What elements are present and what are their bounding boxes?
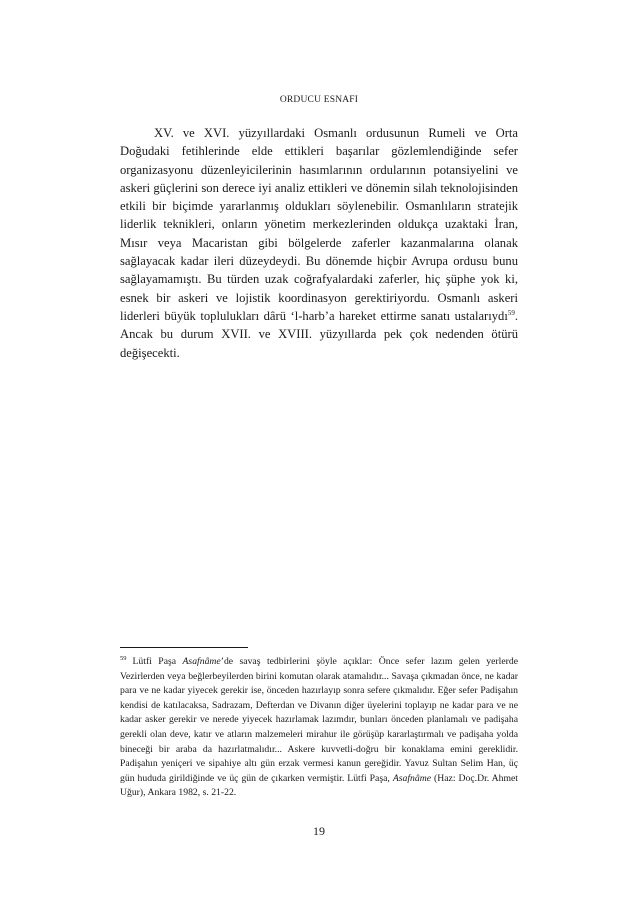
page-number: 19: [313, 824, 325, 838]
footnote: [120, 655, 518, 801]
footnote-separator: [120, 647, 248, 648]
footnote-text-1: Lütfi Paşa: [132, 656, 183, 667]
body-paragraph: [120, 124, 518, 362]
footnote-number: 59: [120, 654, 127, 662]
running-header: ORDUCU ESNAFI: [279, 95, 359, 105]
footnote-reference[interactable]: 59: [507, 308, 515, 317]
paragraph-text: XV. ve XVI. yüzyıllardaki Osmanlı ordusunun Rumeli ve Orta Doğudaki fetihlerinde elde ettikleri başarılar gözlemlendiğinde sefer organizasyonu düzenleyicilerinin hasımlarının ordularının potansiyelini ve askeri güçlerini son derece iyi analiz ettikleri ve dönemin silah teknolojisinden etkili bir biçimde yararlanmış oldukları söylenebilir. Osmanlıların stratejik liderlik teknikleri, onların yönetim merkezlerinden oldukça uzaktaki İran, Mısır veya Macaristan gibi bölgelerde zaferler kazanmalarına olanak sağlayacak kadar ileri düzeydeydi. Bu dönemde hiçbir Avrupa ordusu bunu sağlayamamıştı. Bu türden uzak coğrafyalardaki zaferler, hiç şüphe yok ki, esnek bir askeri ve lojistik koordinasyon gerektiriyordu. Osmanlı askeri liderleri büyük toplulukları dârü ‘l-harb’a hareket ettirme sanatı ustalarıydı: [120, 126, 518, 323]
footnote-text-3: (Haz: Doç.Dr. Ahmet Uğur), Ankara 1982, s. 21-22.: [120, 772, 518, 799]
footnote-book-title: Asafnâme: [182, 656, 221, 667]
footnote-text-2: ’de savaş tedbirlerini şöyle açıklar: Önce sefer lazım gelen yerlerde Vezirlerden veya beğlerbeyilerden birini komutan olarak atamalıdır... Savaşa çıkmadan önce, ne kadar para ve ne kadar yiyecek gerekir ise, önceden hazırlayıp sonra sefere çıkmalıdır. Eğer sefer Padişahın kendisi de katılacaksa, Sadrazam, Defterdan ve Divanın diğer üyelerini toplayıp ne kadar para ve ne kadar asker gerekir ve nerede yiyecek hazırlamak lazımdır, bunları önceden planlamalı ve padişaha gerekli olan deve, katır ve atların malzemeleri mirahur ile görüşüp kararlaştırmalı ve padişaha yolda bineceği bir araba da hazırlatmalıdır... Askere kuvvetli-doğru bir konaklama emini gereklidir. Padişahın yeniçeri ve sipahiye altı gün erzak vermesi kanun gereğidir. Yavuz Sultan Selim Han, üç gün hududa girildiğinde ve üç gün de çıkarken vermiştir. Lütfi Paşa,: [120, 656, 518, 784]
paragraph-text-end: . Ancak bu durum XVII. ve XVIII. yüzyıllarda pek çok nedenden ötürü değişecekti.: [120, 308, 518, 360]
footnote-book-title-2: Asafnâme: [392, 772, 432, 784]
